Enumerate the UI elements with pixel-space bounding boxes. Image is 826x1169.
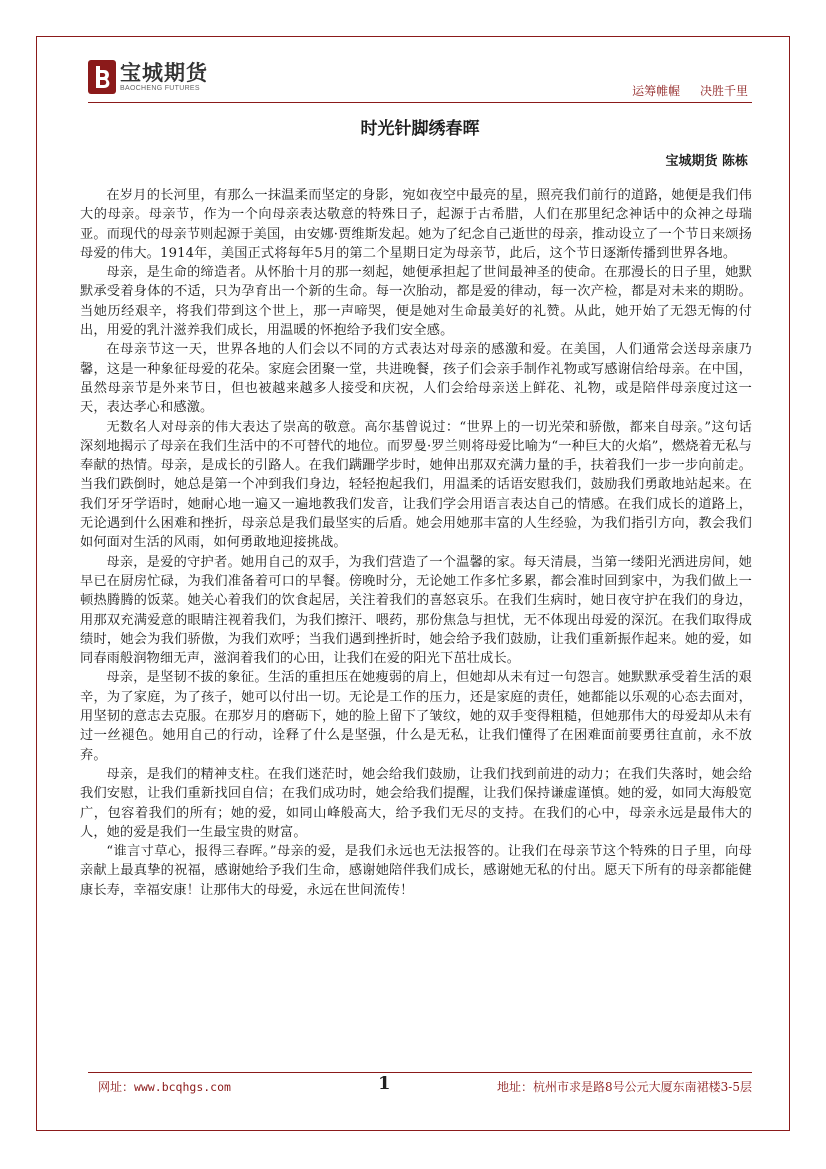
- slogan-right: 决胜千里: [699, 84, 748, 98]
- page-header: [88, 60, 752, 104]
- website: [98, 1078, 231, 1095]
- page-number: 1: [378, 1073, 391, 1094]
- paragraph: 母亲，是我们的精神支柱。在我们迷茫时，她会给我们鼓励，让我们找到前进的动力；在我们失落时，她会给我们安慰，让我们重新找回自信；在我们成功时，她会给我们提醒，让我们保持谦虚谨慎。她的爱，如同大海般宽广，包容着我们的所有；她的爱，如同山峰般高大，给予我们无尽的支持。在我们的心中，母亲永远是最伟大的人，她的爱是我们一生最宝贵的财富。: [80, 766, 752, 840]
- footer-divider: [88, 1072, 752, 1073]
- slogan-left: 运筹帷幄: [632, 84, 681, 98]
- paragraph: 无数名人对母亲的伟大表达了崇高的敬意。高尔基曾说过：“世界上的一切光荣和骄傲，都来自母亲。”这句话深刻地揭示了母亲在我们生活中的不可替代的地位。而罗曼·罗兰则将母爱比喻为“一种巨大的火焰”，燃烧着无私与奉献的热情。母亲，是成长的引路人。在我们蹒跚学步时，她伸出那双充满力量的手，扶着我们一步一步向前走。当我们跌倒时，她总是第一个冲到我们身边，轻轻抱起我们，用温柔的话语安慰我们，鼓励我们勇敢地站起来。在我们牙牙学语时，她耐心地一遍又一遍地教我们发音，让我们学会用语言表达自己的情感。在我们成长的道路上，无论遇到什么困难和挫折，母亲总是我们最坚实的后盾。她会用她那丰富的人生经验，为我们指引方向，教会我们如何面对生活的风雨，如何勇敢地迎接挑战。: [80, 419, 752, 551]
- header-divider: [88, 102, 752, 103]
- article-body: [80, 186, 752, 900]
- company-logo: [88, 60, 208, 94]
- website-label: 网址：: [98, 1080, 135, 1094]
- paragraph: 在母亲节这一天，世界各地的人们会以不同的方式表达对母亲的感激和爱。在美国，人们通常会送母亲康乃馨，这是一种象征母爱的花朵。家庭会团聚一堂，共进晚餐，孩子们会亲手制作礼物或写感谢信给母亲。在中国，虽然母亲节是外来节日，但也被越来越多人接受和庆祝，人们会给母亲送上鲜花、礼物，或是陪伴母亲度过这一天，表达孝心和感激。: [80, 342, 752, 416]
- logo-chinese-name: 宝城期货: [120, 59, 208, 85]
- article-title: 时光针脚绣春晖: [360, 119, 480, 139]
- page-footer: [88, 1073, 752, 1096]
- website-link[interactable]: www.bcqhgs.com: [134, 1080, 231, 1094]
- paragraph: 母亲，是爱的守护者。她用自己的双手，为我们营造了一个温馨的家。每天清晨，当第一缕阳光洒进房间，她早已在厨房忙碌，为我们准备着可口的早餐。傍晚时分，无论她工作多忙多累，都会准时回到家中，为我们做上一顿热腾腾的饭菜。她关心着我们的饮食起居，关注着我们的喜怒哀乐。在我们生病时，她日夜守护在我们的身边，用那双充满爱意的眼睛注视着我们，为我们擦汗、喂药，那份焦急与担忧，无不体现出母爱的深沉。在我们取得成绩时，她会为我们骄傲，为我们欢呼；当我们遇到挫折时，她会给予我们鼓励，让我们重新振作起来。她的爱，如同春雨般润物细无声，滋润着我们的心田，让我们在爱的阳光下茁壮成长。: [80, 554, 752, 667]
- paragraph: 在岁月的长河里，有那么一抹温柔而坚定的身影，宛如夜空中最亮的星，照亮我们前行的道路，她便是我们伟大的母亲。母亲节，作为一个向母亲表达敬意的特殊日子，起源于古希腊，人们在那里纪念神话中的众神之母瑞亚。而现代的母亲节则起源于美国，由安娜·贾维斯发起。她为了纪念自己逝世的母亲，推动设立了一个节日来颂扬母爱的伟大。1914年，美国正式将每年5月的第二个星期日定为母亲节，此后，这个节日逐渐传播到世界各地。: [80, 188, 752, 261]
- article-byline: 宝城期货 陈栋: [665, 154, 748, 169]
- slogan: [632, 82, 748, 99]
- logo-english-name: BAOCHENG FUTURES: [120, 84, 200, 92]
- paragraph: 母亲，是坚韧不拔的象征。生活的重担压在她瘦弱的肩上，但她却从未有过一句怨言。她默默承受着生活的艰辛，为了家庭，为了孩子，她可以付出一切。无论是工作的压力，还是家庭的责任，她都能以乐观的心态去面对，用坚韧的意志去克服。在那岁月的磨砺下，她的脸上留下了皱纹，她的双手变得粗糙，但她那伟大的母爱却从未有过一丝褪色。她用自己的行动，诠释了什么是坚强，什么是无私，让我们懂得了在困难面前要勇往直前，永不放弃。: [80, 670, 752, 763]
- baocheng-logo-icon: [88, 60, 116, 94]
- paragraph: 母亲，是生命的缔造者。从怀胎十月的那一刻起，她便承担起了世间最神圣的使命。在那漫长的日子里，她默默承受着身体的不适，只为孕育出一个新的生命。每一次胎动，都是爱的律动，每一次产检，都是对未来的期盼。当她历经艰辛，将我们带到这个世上，那一声啼哭，便是她对生命最美好的礼赞。从此，她开始了无怨无悔的付出，用爱的乳汁滋养我们成长，用温暖的怀抱给予我们安全感。: [80, 265, 752, 339]
- paragraph: “谁言寸草心，报得三春晖。”母亲的爱，是我们永远也无法报答的。让我们在母亲节这个特殊的日子里，向母亲献上最真挚的祝福，感谢她给予我们生命，感谢她陪伴我们成长，感谢她无私的付出。愿天下所有的母亲都能健康长寿，幸福安康！让那伟大的母爱，永远在世间流传！: [80, 844, 752, 898]
- address: 地址：杭州市求是路8号公元大厦东南裙楼3-5层: [497, 1080, 752, 1094]
